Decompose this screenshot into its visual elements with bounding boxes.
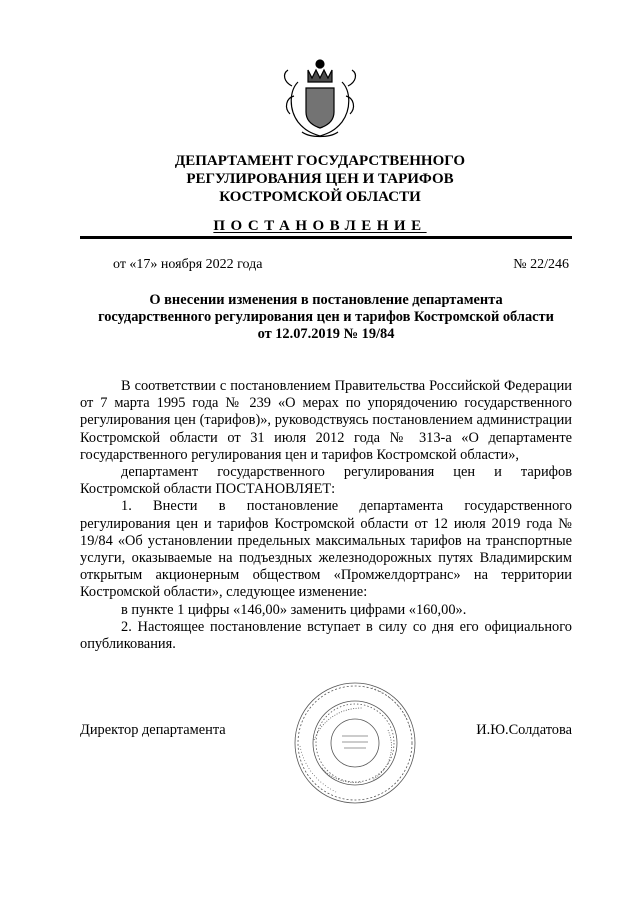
document-body	[80, 378, 572, 653]
document-title	[80, 292, 572, 343]
official-seal-icon	[292, 680, 418, 806]
body-paragraph: департамент государственного регулирования цен и тарифов Костромской области ПОСТАНОВЛЯЕТ:	[80, 464, 572, 498]
body-paragraph: 2. Настоящее постановление вступает в силу со дня его официального опубликования.	[80, 618, 572, 653]
coat-of-arms-icon	[280, 52, 360, 140]
department-line: РЕГУЛИРОВАНИЯ ЦЕН И ТАРИФОВ	[186, 171, 454, 187]
title-line: от 12.07.2019 № 19/84	[257, 326, 395, 342]
document-date: от «17» ноября 2022 года	[113, 257, 263, 272]
document-type: ПОСТАНОВЛЕНИЕ	[213, 218, 427, 234]
body-paragraph: В соответствии с постановлением Правительства Российской Федерации от 7 марта 1995 года № 239 «О мерах по упорядочению государственного регулирования цен (тарифов)», руководствуясь постановлением администрации Костромской области от 31 июля 2012 года № 313-а «О департаменте государственного регулирования цен и тарифов Костромской области»,	[80, 378, 572, 463]
document-number: № 22/246	[513, 257, 569, 272]
body-paragraph: 1. Внести в постановление департамента государственного регулирования цен и тарифов Костромской области от 12 июля 2019 года № 19/84 «Об установлении предельных максимальных тарифов на транспортные услуги, оказываемые на подъездных железнодорожных путях Владимирским открытым акционерным обществом «Промжелдортранс» на территории Костромской области», следующее изменение:	[80, 498, 572, 601]
department-line: КОСТРОМСКОЙ ОБЛАСТИ	[219, 189, 421, 205]
signer-role: Директор департамента	[80, 722, 226, 738]
department-line: ДЕПАРТАМЕНТ ГОСУДАРСТВЕННОГО	[174, 153, 466, 169]
title-line: О внесении изменения в постановление департамента	[149, 292, 503, 308]
department-name	[80, 152, 560, 206]
header-divider	[80, 236, 572, 239]
body-paragraph: в пункте 1 цифры «146,00» заменить цифрами «160,00».	[121, 601, 467, 618]
title-line: государственного регулирования цен и тарифов Костромской области	[98, 309, 554, 325]
signer-name: И.Ю.Солдатова	[476, 722, 572, 738]
